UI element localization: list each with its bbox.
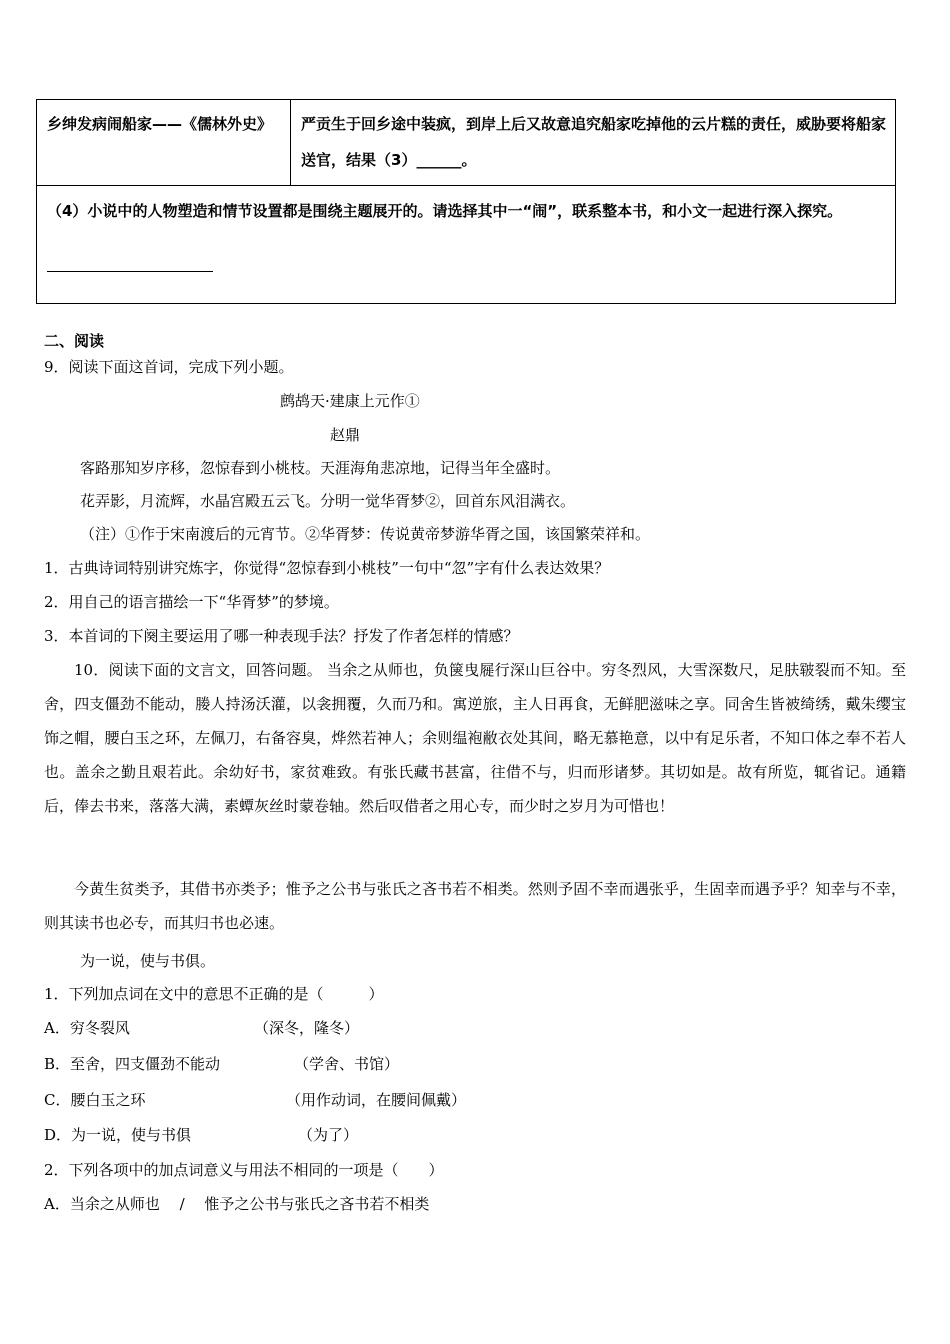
option-b-text: B．至舍，四支僵劲不能动 (44, 1055, 221, 1073)
answer-table (36, 99, 896, 304)
option-a-note: （深冬，隆冬） (254, 1019, 360, 1037)
option-c-note: （用作动词，在腰间佩戴） (286, 1091, 467, 1109)
section-heading: 二、阅读 (44, 332, 105, 350)
q10-sub-2-option-a: A．当余之从师也 / 惟予之公书与张氏之吝书若不相类 (44, 1195, 430, 1213)
q10-sub-2: 2．下列各项中的加点词意义与用法不相同的一项是（ ） (44, 1161, 444, 1179)
option-d-text: D．为一说，使与书俱 (44, 1126, 192, 1144)
q10-passage-1: 10．阅读下面的文言文，回答问题。 当余之从师也，负箧曳屣行深山巨谷中。穷冬烈风，大雪深数尺，足肤皲裂而不知。至舍，四支僵劲不能动，媵人持汤沃灌，以衾拥覆，久而乃和。寓逆旅，主人日再食，无鲜肥滋味之享。同舍生皆被绮绣，戴朱缨宝饰之帽，腰白玉之环，左佩刀，右备容臭，烨然若神人；余则缊袍敝衣处其间，略无慕艳意，以中有足乐者，不知口体之奉不若人也。盖余之勤且艰若此。余幼好书，家贫难致。有张氏藏书甚富，往借不与，归而形诸梦。其切如是。故有所览，辄省记。通籍后，俸去书来，落落大满，素蟫灰丝时蒙卷轴。然后叹借者之用心专，而少时之岁月为可惜也！ (44, 661, 906, 815)
poem-title: 鹧鸪天·建康上元作① (280, 392, 420, 410)
q9-intro: 9．阅读下面这首词，完成下列小题。 (44, 358, 294, 376)
q10-passage-2: 今黄生贫类予，其借书亦类予；惟予之公书与张氏之吝书若不相类。然则予固不幸而遇张乎，生固幸而遇予乎？知幸与不幸，则其读书也必专，而其归书也必速。 (44, 880, 906, 932)
poem-line-1: 客路那知岁序移，忽惊春到小桃枝。天涯海角悲凉地，记得当年全盛时。 (80, 459, 561, 477)
poem-author: 赵鼎 (330, 426, 361, 444)
q9-sub-1: 1．古典诗词特别讲究炼字，你觉得“忽惊春到小桃枝”一句中“忽”字有什么表达效果？ (44, 559, 610, 577)
q10-sub-1: 1．下列加点词在文中的意思不正确的是（ ） (44, 985, 384, 1003)
option-c-text: C．腰白玉之环 (44, 1091, 146, 1109)
poem-note: （注）①作于宋南渡后的元宵节。②华胥梦：传说黄帝梦游华胥之国，该国繁荣祥和。 (80, 525, 651, 543)
poem-line-2: 花弄影，月流辉，水晶宫殿五云飞。分明一觉华胥梦②，回首东风泪满衣。 (80, 492, 576, 510)
table-row (37, 100, 895, 186)
q10-passage-3: 为一说，使与书俱。 (80, 952, 216, 970)
answer-blank-line (47, 271, 213, 272)
table-cell-left: 乡绅发病闹船家——《儒林外史》 (37, 100, 291, 185)
option-b-note: （学舍、书馆） (294, 1055, 400, 1073)
option-a-text: A．穷冬裂风 (44, 1019, 130, 1037)
question4-text: （4）小说中的人物塑造和情节设置都是围绕主题展开的。请选择其中一“闹”，联系整本书，和小文一起进行深入探究。 (47, 202, 843, 220)
q9-sub-3: 3．本首词的下阕主要运用了哪一种表现手法？抒发了作者怎样的情感？ (44, 627, 519, 645)
option-d-note: （为了） (298, 1126, 359, 1144)
q9-sub-2: 2．用自己的语言描绘一下“华胥梦”的梦境。 (44, 593, 339, 611)
table-row-question4 (37, 186, 895, 303)
table-cell-right: 严贡生于回乡途中装疯，到岸上后又故意追究船家吃掉他的云片糕的责任，威胁要将船家送官，结果（3）______。 (301, 115, 887, 169)
